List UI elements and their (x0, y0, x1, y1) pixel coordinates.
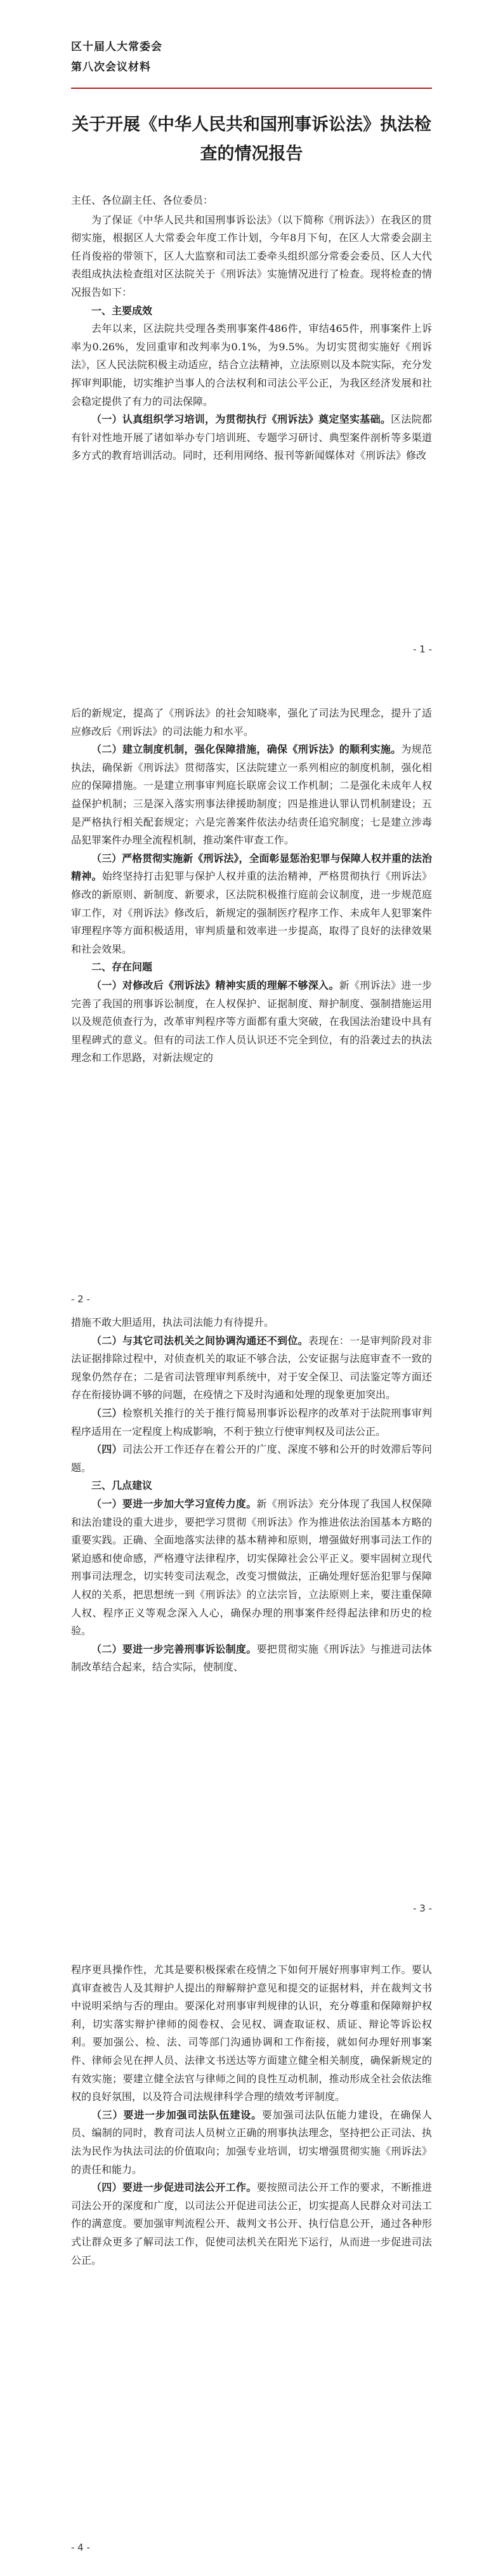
page-2 (0, 679, 503, 1314)
page-number-1: - 1 - (413, 644, 432, 655)
section-2-item-1 (71, 977, 432, 1067)
page-number-2: - 2 - (71, 1293, 90, 1305)
header-line-2: 第八次会议材料 (71, 61, 151, 74)
section-1-paragraph: 去年以来，区法院共受理各类刑事案件486件，审结465件，刑事案件上诉率为0.26%，发回重审和改判率为0.1%，为9.5%。为切实贯彻实施好《刑诉法》，区人民法院积极主动适应，结合立法精神，立法原则以及本院实际，充分发挥审判职能，切实维护当事人的合法权利和司法公平公正，为我区经济发展和社会稳定提供了有力的司法保障。 (71, 322, 432, 407)
section-3-item-4-text: 要按照司法公开工作的要求，不断推进司法公开的深度和广度，以司法公开促进司法公正，切实提高人民群众对司法工作的满意度。要加强审判流程公开、裁判文书公开、执行信息公开，通过各种形式让群众更多了解司法工作，促使司法机关在阳光下运行，从而进一步促进司法公正。 (71, 2181, 432, 2266)
section-3-item-4 (71, 2179, 432, 2269)
section-1-item-1-continued: 后的新规定，提高了《刑诉法》的社会知晓率，强化了司法为民理念，提升了适应修改后《刑诉法》的司法能力和水平。 (71, 707, 432, 737)
section-3-item-2-lead: （二）要进一步完善刑事诉讼制度。 (91, 1642, 257, 1655)
section-2-heading: 二、存在问题 (91, 961, 153, 974)
document-header (71, 0, 432, 77)
intro-paragraph: 为了保证《中华人民共和国刑事诉讼法》（以下简称《刑诉法》）在我区的贯彻实施，根据区人大常委会年度工作计划，今年8月下旬，在区人大常委会副主任肖俊裕的带领下，区人大监察和司法工委牵头组织部分常委会委员、区人大代表组成执法检查组对区法院关于《刑诉法》实施情况进行了检查。现将检查的情况报告如下： (71, 213, 432, 298)
section-2-item-1-text-start: 新《刑诉法》进一步完善了我国的刑事诉讼制度，在人权保护、证据制度、辩护制度、强制措施运用以及规范侦查行为，改革审判程序等方面都有重大突破，在我国法治建设中具有里程碑式的意义。但有的司法工作人员认识还不完全到位，有的沿袭过去的执法理念和工作思路，对新法规定的 (71, 979, 432, 1064)
header-rule (71, 88, 432, 89)
section-1-item-3-lead: （三）严格贯彻实施新《刑诉法》，全面彰显惩治犯罪与保障人权并重的法治精神。 (71, 852, 432, 883)
section-3-heading: 三、几点建议 (91, 1479, 153, 1492)
page-number-3: - 3 - (413, 1903, 432, 1914)
section-2-item-3-lead: （三） (91, 1406, 122, 1419)
section-2-item-4-lead: （四） (91, 1443, 122, 1456)
section-3-item-3 (71, 2106, 432, 2179)
section-3-item-1-text: 新《刑诉法》充分体现了我国人权保障和法治建设的重大进步，要把学习贯彻《刑诉法》作为推进依法治国基本方略的重要实践。正确、全面地落实法律的基本精神和原则，增强做好刑事司法工作的紧迫感和使命感，严格遵守法律程序，切实保障社会公平正义。要牢固树立现代刑事司法理念，切实转变司法观念，改变习惯做法，正确处理好惩治犯罪与保障人权的关系，把思想统一到《刑诉法》的立法宗旨，立法原则上来，要注重保障人权、程序正义等观念深入人心，确保办理的刑事案件经得起法律和历史的检验。 (71, 1497, 432, 1637)
page-1 (0, 0, 503, 666)
section-1-item-3-text: 始终坚持打击犯罪与保护人权并重的法治精神，严格贯彻执行《刑诉法》修改的新原则、新制度、新要求，区法院积极推行庭前会议制度，进一步规范庭审工作，对《刑诉法》修改后，新规定的强制医疗程序工作、未成年人犯罪案件审理程序等方面积极适用，审判质量和效率进一步提高，取得了良好的法律效果和社会效果。 (71, 870, 432, 955)
section-1-item-2-text: 为规范执法，确保新《刑诉法》贯彻落实，区法院建立一系列相应的制度机制，强化相应的保障措施。一是建立刑事审判庭长联席会议工作机制；二是强化未成年人权益保护机制；三是深入落实刑事法律援助制度；四是推进认罪认罚机制建设；五是严格执行相关配套规定；六是完善案件依法办结责任追究制度；七是建立涉毒品犯罪案件办理全流程机制，推动案件审查工作。 (71, 743, 432, 847)
section-2-item-3-text: 检察机关推行的关于推行简易刑事诉讼程序的改革对于法院刑事审判程序适用在一定程度上构成影响，不利于独立行使审判权及司法公正。 (71, 1406, 432, 1437)
section-2-item-2-lead: （二）与其它司法机关之间协调沟通还不到位。 (91, 1334, 308, 1347)
page-number-4: - 4 - (71, 2542, 90, 2553)
section-3-item-3-lead: （三）要进一步加强司法队伍建设。 (91, 2108, 262, 2121)
header-line-1: 区十届人大常委会 (71, 41, 162, 53)
salutation: 主任、各位副主任、各位委员： (71, 194, 214, 206)
section-2-item-3 (71, 1404, 432, 1441)
page-3 (0, 1288, 503, 1923)
section-2-item-1-continued: 措施不敢大胆适用，执法司法能力有待提升。 (71, 1316, 275, 1328)
section-1-item-1-text-start: 区法院都有针对性地开展了诸如举办专门培训班、专题学习研讨、典型案件剖析等多渠道多方式的教育培训活动。同时，还利用网络、报刊等新闻媒体对《刑诉法》修改 (71, 413, 432, 462)
page-4 (0, 1936, 503, 2576)
section-1-heading: 一、主要成效 (91, 304, 153, 317)
section-1-item-3 (71, 850, 432, 959)
section-1-item-2-lead: （二）建立制度机制，强化保障措施，确保《刑诉法》的顺利实施。 (91, 743, 402, 756)
section-1-item-1-lead: （一）认真组织学习培训，为贯彻执行《刑诉法》奠定坚实基础。 (91, 413, 391, 426)
section-2-item-2-text: 表现在：一是审判阶段对非法证据排除过程中，对侦查机关的取证不够合法，公安证据与法庭审查不一致的现象仍然存在；二是省司法管理审判系统中，对于安全保卫、司法鉴定等方面还存在衔接协调不够的问题，在疫情之下及时沟通和处理的现象更加突出。 (71, 1334, 432, 1401)
section-3-item-2-text-start: 要把贯彻实施《刑诉法》与推进司法体制改革结合起来，结合实际，使制度、 (71, 1642, 432, 1674)
section-3-item-4-lead: （四）要进一步促进司法公开工作。 (91, 2181, 257, 2194)
section-2-item-2 (71, 1332, 432, 1404)
section-2-item-4 (71, 1441, 432, 1477)
section-3-item-2 (71, 1641, 432, 1677)
section-1-item-2 (71, 741, 432, 850)
section-2-item-4-text: 司法公开工作还存在着公开的广度、深度不够和公开的时效滞后等问题。 (71, 1443, 432, 1474)
section-3-item-2-continued: 程序更具操作性，尤其是要积极探索在疫情之下如何开展好刑事审判工作。要认真审查被告人及其辩护人提出的辩解辩护意见和提交的证据材料，并在裁判文书中说明采纳与否的理由。要深化对刑事审判规律的认识，充分尊重和保障辩护权利，切实落实辩护律师的阅卷权、会见权、调查取证权、质证、辩论等诉讼权利。要加强公、检、法、司等部门沟通协调和工作衔接，就如何办理好刑事案件、律师会见在押人员、法律文书送达等方面建立健全相关制度，确保新规定的有效实施；要建立健全法官与律师之间的良性互动机制，推动形成全社会依法维权的良好氛围，以及符合司法规律科学合理的绩效考评制度。 (71, 1964, 432, 2103)
section-3-item-3-text: 要加强司法队伍能力建设，在确保人员、编制的同时，教育司法人员树立正确的刑事执法理念，坚持把公正司法、执法为民作为执法司法的价值取向；加强专业培训，切实增强贯彻实施《刑诉法》的责任和能力。 (71, 2108, 432, 2176)
section-1-item-1 (71, 411, 432, 465)
document-title: 关于开展《中华人民共和国刑事诉讼法》执法检查的情况报告 (72, 115, 431, 164)
section-3-item-1-lead: （一）要进一步加大学习宣传力度。 (91, 1497, 257, 1510)
section-2-item-1-lead: （一）对修改后《刑诉法》精神实质的理解不够深入。 (91, 979, 339, 991)
section-3-item-1 (71, 1495, 432, 1641)
